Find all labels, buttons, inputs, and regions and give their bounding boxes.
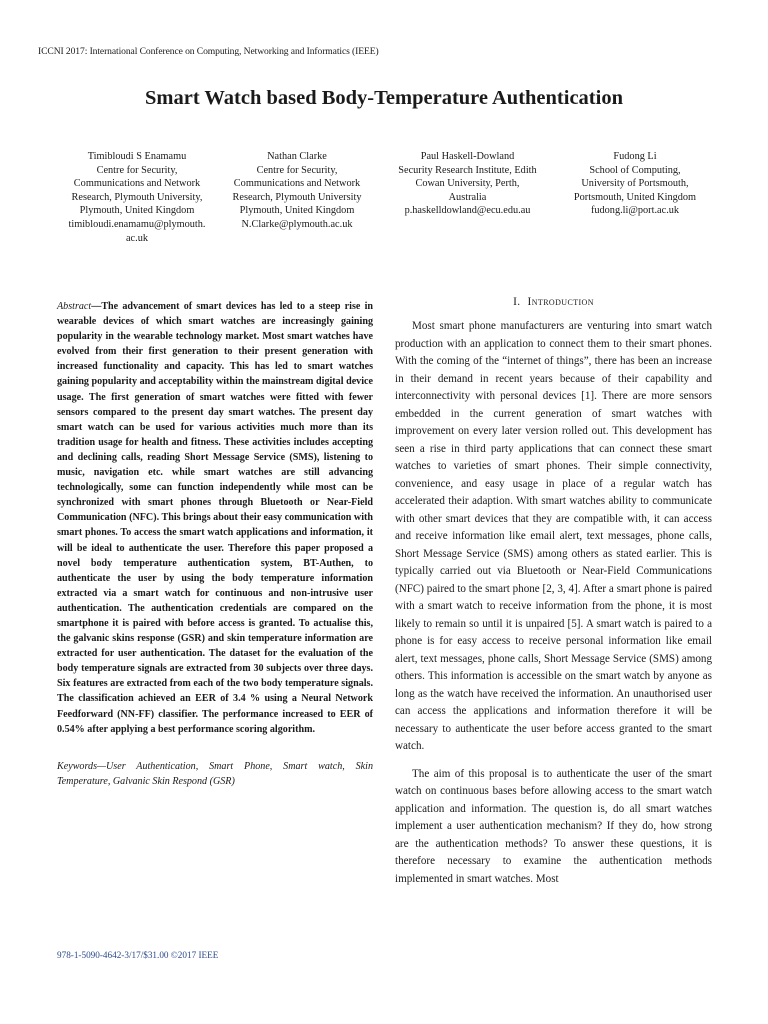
abstract	[57, 299, 373, 737]
abstract-body: —The advancement of smart devices has led to a steep rise in wearable devices of which smart watches are increasingly gaining popularity in the wearable technology market. Most smart watches have evolved from their first generation to their present generation with increased functionality and capacity. This has led to smart watches gaining popularity and acceptability within the mainstream digital device usage. The first generation of smart watches were fitted with fewer sensors compared to the present day smart watches. The present day smart watch can be used for various activities much more than its tradition usage for health and fitness. These activities includes accepting and declining calls, reading Short Message Service (SMS), listening to music, navigation etc. while smart watches are still advancing technologically, some can function independently while most can be synchronized with smart phones through Bluetooth or Near-Field Communication (NFC). This brings about their easy communication with smart phones. To access the smart watch applications and information, it will be ideal to authenticate the user. Therefore this paper proposed a novel body temperature authentication system, BT-Authen, to authenticate the user by using the body temperature information extracted via a smart watch for continuous and non-intrusive user authentication. The authentication credentials are compared on the smartphone it is paired with before access is granted. To actualise this, the galvanic skins response (GSR) and skin temperature information are extracted for user authentication. The dataset for the evaluation of the body temperature signals are extracted from 30 subjects over three days. Six features are extracted from each of the two body temperature signals. The classification achieved an EER of 3.4 % using a Neural Network Feedforward (NN-FF) classifier. The performance increased to EER of 0.54% after applying a best performance scoring algorithm.	[57, 301, 373, 735]
abstract-label: Abstract	[57, 301, 92, 312]
paper-title: Smart Watch based Body-Temperature Authentication	[145, 87, 623, 109]
copyright-footer: 978-1-5090-4642-3/17/$31.00 ©2017 IEEE	[57, 950, 219, 960]
author-block	[62, 150, 212, 245]
author-affiliation-line: University of Portsmouth,	[581, 178, 689, 190]
author-affiliation-line: Security Research Institute, Edith	[398, 164, 537, 176]
author-email: N.Clarke@plymouth.ac.uk	[241, 218, 353, 230]
right-column	[395, 294, 712, 888]
section-title: Introduction	[527, 296, 594, 308]
keywords-label: Keywords	[57, 760, 98, 772]
section-number: I.	[513, 296, 521, 308]
keywords-body: —User Authentication, Smart Phone, Smart watch, Skin Temperature, Galvanic Skin Respond (GSR)	[57, 760, 373, 787]
author-name: Paul Haskell-Dowland	[420, 151, 515, 162]
author-block	[560, 150, 710, 218]
author-affiliation-line: Portsmouth, United Kingdom	[573, 191, 697, 203]
section-heading	[395, 294, 712, 310]
body-paragraph: Most smart phone manufacturers are venturing into smart watch production with an application to connect them to their smart phones. With the coming of the “internet of things”, there has been an increase in their demand in recent years because of their capability and interconnectivity with personal devices [1]. There are more sensors embedded in the current generation of smart watches with improvement on every later version rolled out. This development has seen a rise in third party applications that can connect these smart watches to varieties of smart phones. Their simple connectivity, convenience, and easy usage in place of a regular watch has accelerated their adaption. With smart watches ability to communicate with other smart devices that they are compatible with, it can access and receive information like email alert, text messages, phone calls, Short Message Service (SMS) among others as stated earlier. This is typically carried out via Bluetooth or Near-Field Communications (NFC) paired to the smart phone [2, 3, 4]. After a smart phone is paired with a smart watch to receive information from the phone, it is most likely to remain so until it is unpaired [5]. A smart watch is paired to a phone is for easy access to receive personal information like email alert, text messages, phone calls, Short Message Service (SMS) among others. This information is accessible on the smart watch by anyone as long as the watch have received the information. An unauthorised user can access the applications and information therefore it will be necessary to authenticate the user before access granted to the smart watch.	[395, 320, 712, 752]
left-column	[57, 299, 373, 799]
author-block	[385, 150, 550, 218]
author-affiliation-line: Cowan University, Perth,	[415, 178, 520, 190]
author-email: fudong.li@port.ac.uk	[590, 205, 680, 217]
author-block	[222, 150, 372, 232]
author-affiliation-line: School of Computing,	[589, 164, 681, 176]
author-affiliation-line: Research, Plymouth University	[232, 191, 362, 203]
author-name: Nathan Clarke	[267, 151, 327, 162]
author-affiliation-line: Australia	[448, 191, 487, 203]
keywords	[57, 759, 373, 789]
author-email: ac.uk	[125, 232, 148, 244]
author-name: Fudong Li	[613, 151, 657, 162]
author-affiliation-line: Plymouth, United Kingdom	[79, 205, 195, 217]
author-affiliation-line: Centre for Security,	[256, 164, 338, 176]
author-affiliation-line: Centre for Security,	[96, 164, 178, 176]
author-affiliation-line: Plymouth, United Kingdom	[239, 205, 355, 217]
conference-header: ICCNI 2017: International Conference on Computing, Networking and Informatics (IEEE)	[38, 46, 379, 57]
author-affiliation-line: Communications and Network	[233, 178, 361, 190]
author-name: Timibloudi S Enamamu	[87, 151, 187, 162]
author-email: p.haskelldowland@ecu.edu.au	[404, 205, 531, 217]
author-affiliation-line: Research, Plymouth University,	[71, 191, 203, 203]
body-paragraph: The aim of this proposal is to authenticate the user of the smart watch on continuous bases before allowing access to the smart watch application and information. The question is, do all smart watches implement a user authentication mechanism? If they do, how strong are the authentication methods? To answer these questions, it is therefore necessary to examine the authentication methods implemented in smart watches. Most	[395, 767, 712, 885]
author-email: timibloudi.enamamu@plymouth.	[68, 218, 206, 230]
author-affiliation-line: Communications and Network	[73, 178, 201, 190]
